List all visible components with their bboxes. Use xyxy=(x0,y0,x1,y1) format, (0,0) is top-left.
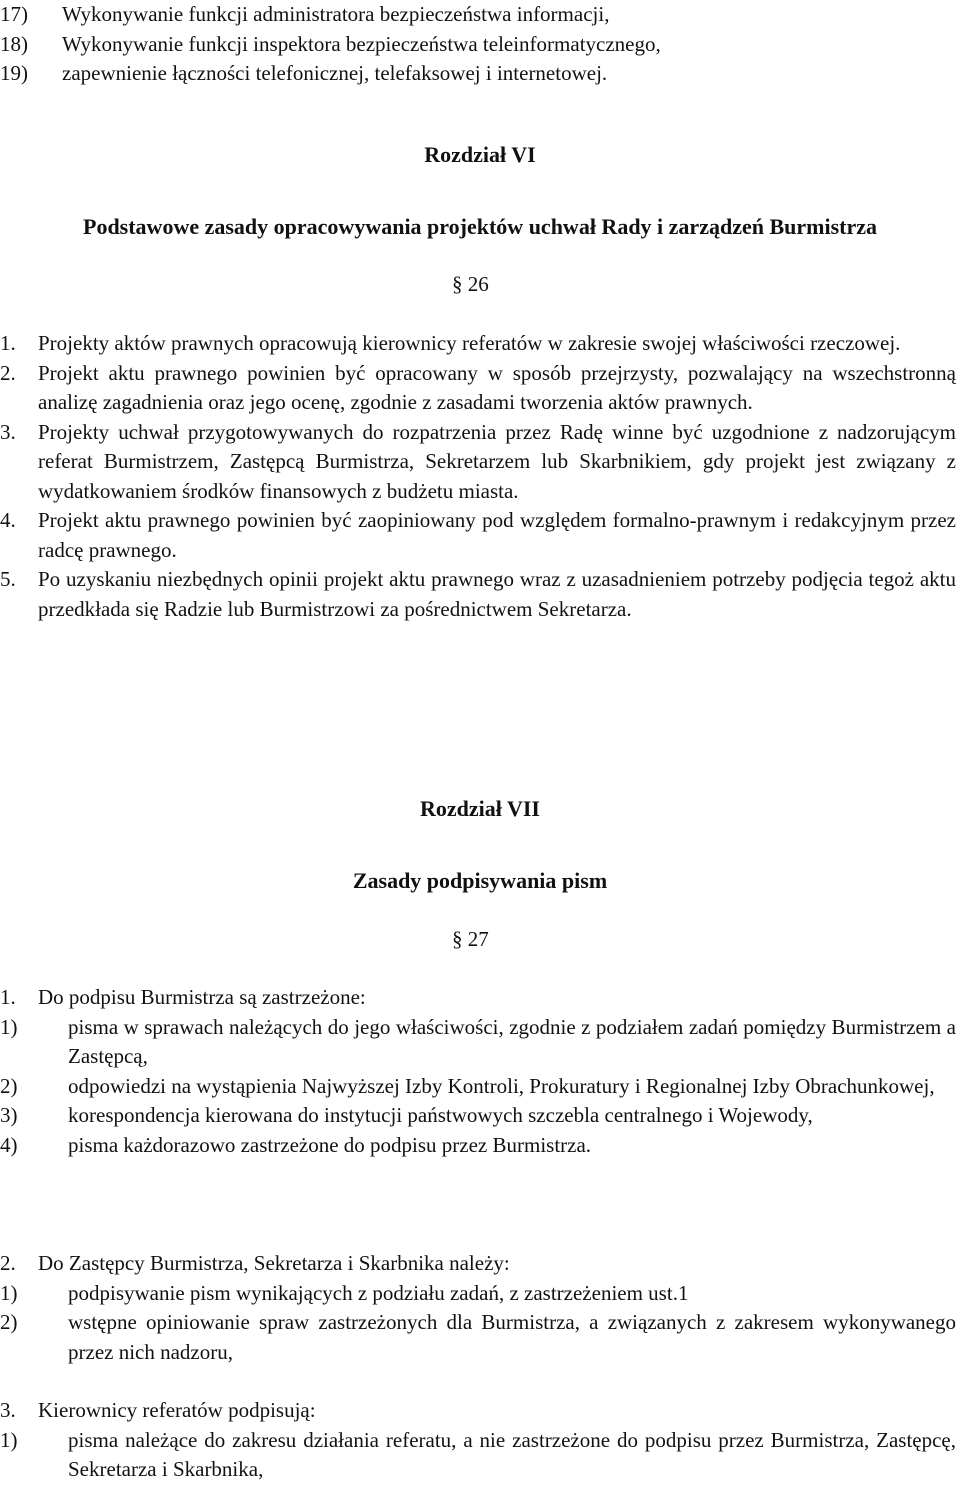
list-item xyxy=(0,1131,960,1161)
paragraph-text: Do podpisu Burmistrza są zastrzeżone: xyxy=(38,985,366,1009)
list-item xyxy=(0,30,960,60)
section-27-paragraph-2 xyxy=(0,1249,960,1367)
paragraph-text: Kierownicy referatów podpisują: xyxy=(38,1398,316,1422)
sub-list xyxy=(0,1013,960,1161)
paragraph-text: Projekty uchwał przygotowywanych do rozpatrzenia przez Radę winne być uzgodnione z nadzorującym referat Burmistrzem, Zastępcą Burmistrza, Sekretarzem lub Skarbnikiem, gdy projekt jest związany z wydatkowaniem środków finansowych z budżetu miasta. xyxy=(38,419,956,503)
list-item-text: zapewnienie łączności telefonicznej, telefaksowej i internetowej. xyxy=(62,61,608,85)
chapter-6-subtitle: Podstawowe zasady opracowywania projektów uchwał Rady i zarządzeń Burmistrza xyxy=(83,214,877,239)
list-item xyxy=(0,1013,960,1072)
paragraph xyxy=(0,565,960,624)
paragraph xyxy=(0,506,960,565)
paragraph-number: 2. xyxy=(0,360,16,385)
list-item-text: wstępne opiniowanie spraw zastrzeżonych dla Burmistrza, a związanych z zakresem wykonywanego przez nich nadzoru, xyxy=(68,1310,956,1364)
paragraph-text: Projekt aktu prawnego powinien być opracowany w sposób przejrzysty, pozwalający na wszechstronną analizę zagadnienia oraz jego ocenę, zgodnie z zasadami tworzenia aktów prawnych. xyxy=(38,360,956,414)
section-27-paragraph-3 xyxy=(0,1396,960,1485)
section-27-marker: § 27 xyxy=(452,927,489,951)
list-item-number: 3) xyxy=(0,1103,18,1127)
list-item xyxy=(0,1308,960,1367)
paragraph-number: 2. xyxy=(0,1251,16,1275)
list-item-text: korespondencja kierowana do instytucji państwowych szczebla centralnego i Wojewody, xyxy=(68,1103,813,1127)
paragraph xyxy=(0,1396,960,1426)
list-item-number: 19) xyxy=(0,61,28,85)
paragraph-number: 4. xyxy=(0,508,16,532)
list-item-number: 1) xyxy=(0,1427,18,1452)
list-item xyxy=(0,1101,960,1131)
sub-list xyxy=(0,1426,960,1485)
paragraph xyxy=(0,418,960,507)
paragraph-text: Projekty aktów prawnych opracowują kierownicy referatów w zakresie swojej właściwości rzeczowej. xyxy=(38,331,901,355)
list-item-number: 1) xyxy=(0,1014,18,1039)
paragraph xyxy=(0,983,960,1013)
list-item-text: pisma w sprawach należących do jego właściwości, zgodnie z podziałem zadań pomiędzy Burmistrzem a Zastępcą, xyxy=(68,1014,956,1068)
list-item-text: Wykonywanie funkcji inspektora bezpieczeństwa teleinformatycznego, xyxy=(62,31,661,56)
chapter-7-subtitle: Zasady podpisywania pism xyxy=(352,868,608,893)
chapter-6-title: Rozdział VI xyxy=(424,142,536,167)
paragraph-number: 1. xyxy=(0,331,16,355)
paragraph-number: 3. xyxy=(0,419,16,444)
list-item-text: podpisywanie pism wynikających z podziału zadań, z zastrzeżeniem ust.1 xyxy=(68,1280,689,1305)
chapter-7-title: Rozdział VII xyxy=(420,796,540,821)
section-27-paragraph-1 xyxy=(0,983,960,1160)
list-item xyxy=(0,1072,960,1102)
paragraph xyxy=(0,359,960,418)
paragraph xyxy=(0,329,960,359)
list-item xyxy=(0,1426,960,1485)
paragraph-text: Projekt aktu prawnego powinien być zaopiniowany pod względem formalno-prawnym i redakcyjnym przez radcę prawnego. xyxy=(38,508,956,562)
sub-list xyxy=(0,1279,960,1368)
chapter-6-paragraphs xyxy=(0,329,960,624)
paragraph-text: Do Zastępcy Burmistrza, Sekretarza i Skarbnika należy: xyxy=(38,1251,510,1275)
paragraph-number: 5. xyxy=(0,567,16,591)
paragraph xyxy=(0,1249,960,1279)
list-item-text: pisma każdorazowo zastrzeżone do podpisu przez Burmistrza. xyxy=(68,1132,592,1157)
list-item xyxy=(0,1279,960,1309)
list-item-number: 4) xyxy=(0,1132,18,1157)
list-item-text: Wykonywanie funkcji administratora bezpieczeństwa informacji, xyxy=(62,2,610,26)
paragraph-number: 1. xyxy=(0,985,16,1009)
section-26-marker: § 26 xyxy=(452,272,489,296)
list-item-text: pisma należące do zakresu działania referatu, a nie zastrzeżone do podpisu przez Burmistrza, Zastępcę, Sekretarza i Skarbnika, xyxy=(68,1427,956,1481)
list-item xyxy=(0,59,960,89)
list-item-number: 18) xyxy=(0,31,28,56)
paragraph-text: Po uzyskaniu niezbędnych opinii projekt aktu prawnego wraz z uzasadnieniem potrzeby podjęcia tegoż aktu przedkłada się Radzie lub Burmistrzowi za pośrednictwem Sekretarza. xyxy=(38,567,956,621)
list-item-text: odpowiedzi na wystąpienia Najwyższej Izby Kontroli, Prokuratury i Regionalnej Izby Obrachunkowej, xyxy=(68,1073,935,1098)
list-item-number: 2) xyxy=(0,1073,18,1098)
paragraph-number: 3. xyxy=(0,1398,16,1422)
list-item xyxy=(0,0,960,30)
list-item-number: 1) xyxy=(0,1280,18,1305)
list-item-number: 2) xyxy=(0,1310,18,1334)
top-list xyxy=(0,0,960,89)
list-item-number: 17) xyxy=(0,2,28,26)
